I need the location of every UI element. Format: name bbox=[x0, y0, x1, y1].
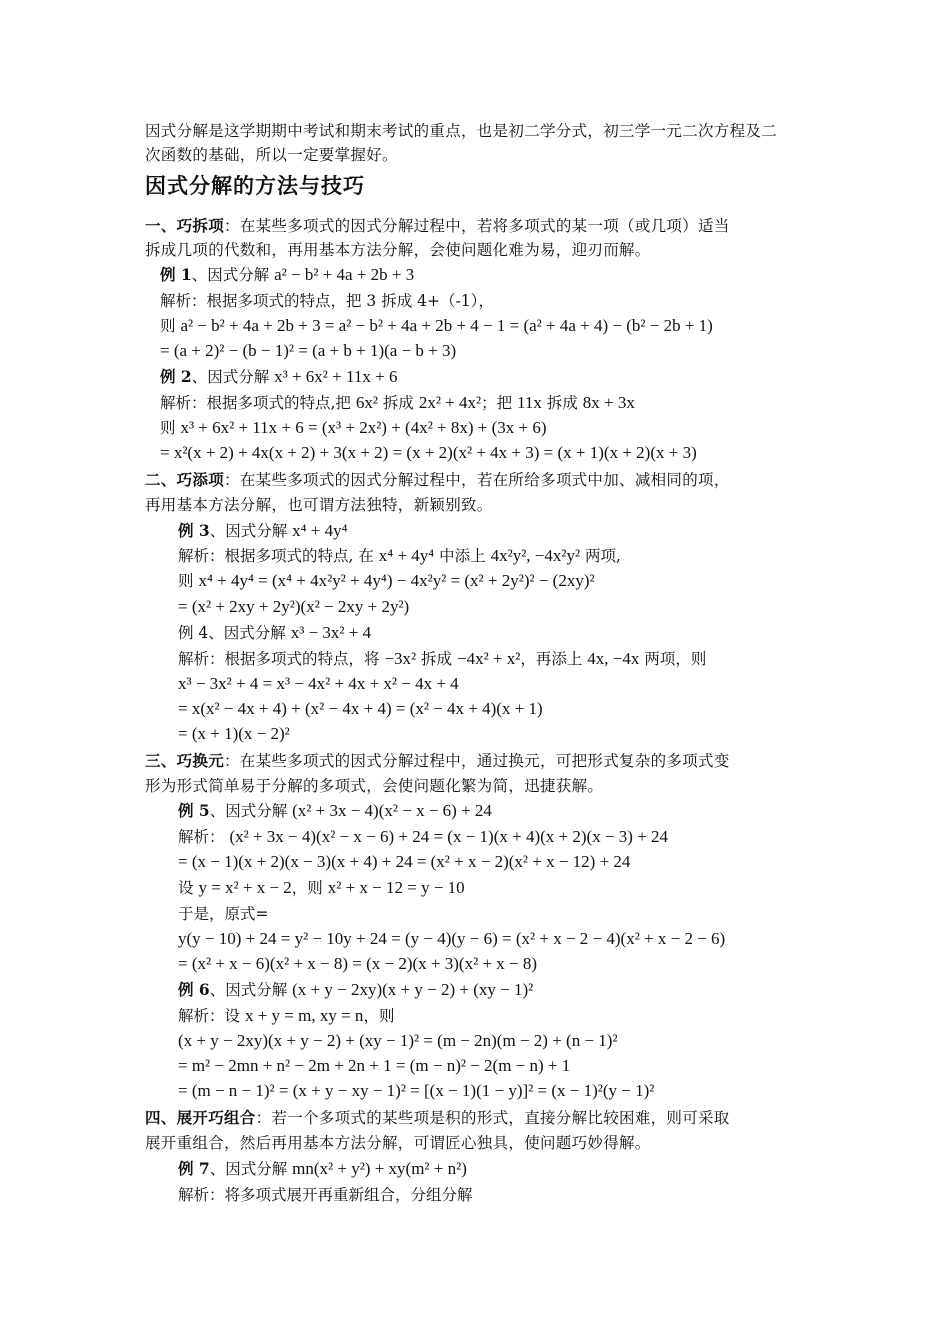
label-bold: 一、巧拆项 bbox=[145, 217, 225, 235]
math-expression: x⁴ + 4y⁴ bbox=[292, 521, 348, 540]
math-expression: x² + x − 12 = y − 10 bbox=[327, 878, 465, 897]
text-line bbox=[178, 673, 459, 695]
text-span: 中添上 bbox=[434, 547, 491, 565]
math-expression: y = x² + x − 2 bbox=[198, 878, 292, 897]
math-expression: x + y = m, xy = n bbox=[244, 1006, 364, 1025]
text-span: ，则 bbox=[291, 879, 328, 897]
label-bold: 四、展开巧组合 bbox=[145, 1109, 256, 1127]
text-line bbox=[178, 545, 621, 567]
math-expression: a² − b² + 4a + 2b + 3 = a² − b² + 4a + 2b + 4 − 1 = (a² + 4a + 4) − (b² − 2b + 1) bbox=[180, 316, 713, 335]
text-line bbox=[160, 315, 713, 337]
math-expression: (x + y − 2xy)(x + y − 2) + (xy − 1)² = (m − 2n)(m − 2) + (n − 1)² bbox=[178, 1031, 618, 1050]
text-span: 两项, bbox=[580, 547, 621, 565]
text-line bbox=[160, 264, 414, 286]
text-span: ，则 bbox=[363, 1007, 395, 1025]
text-line bbox=[178, 596, 409, 618]
text-line bbox=[178, 520, 348, 542]
text-span: 两项，则 bbox=[639, 650, 707, 668]
math-expression: −3x² bbox=[384, 649, 417, 668]
text-span: ：在某些多项式的因式分解过程中，通过换元，可把形式复杂的多项式变 bbox=[224, 752, 730, 770]
text-span: 、因式分解 bbox=[209, 802, 293, 820]
math-expression: = (x − 1)(x + 2)(x − 3)(x + 4) + 24 = (x² + x − 2)(x² + x − 12) + 24 bbox=[178, 852, 631, 871]
text-line bbox=[178, 800, 492, 822]
math-expression: = (m − n − 1)² = (x + y − xy − 1)² = [(x − 1)(1 − y)]² = (x − 1)²(y − 1)² bbox=[178, 1081, 655, 1100]
text-line bbox=[178, 953, 537, 975]
math-expression: 2x² + 4x² bbox=[418, 393, 482, 412]
math-expression: (x² + 3x − 4)(x² − x − 6) + 24 bbox=[292, 801, 492, 820]
math-expression: = (x + 1)(x − 2)² bbox=[178, 724, 290, 743]
math-expression: x³ + 6x² + 11x + 6 = (x³ + 2x²) + (4x² + 8x) + (3x + 6) bbox=[180, 418, 547, 437]
document-title: 因式分解的方法与技巧 bbox=[145, 174, 365, 198]
text-line bbox=[178, 698, 543, 720]
text-line bbox=[178, 928, 725, 950]
text-line bbox=[145, 775, 603, 797]
text-line bbox=[145, 1132, 651, 1154]
text-span: 则 bbox=[160, 317, 181, 335]
text-span: ：在某些多项式的因式分解过程中，若将多项式的某一项（或几项）适当 bbox=[224, 217, 730, 235]
text-line bbox=[160, 340, 456, 362]
text-span: 展开重组合，然后再用基本方法分解，可谓匠心独具，使问题巧妙得解。 bbox=[145, 1134, 651, 1152]
text-span: 解析：将多项式展开再重新组合，分组分解 bbox=[178, 1186, 473, 1204]
label-bold: 例 3 bbox=[178, 521, 210, 540]
math-expression: 11x bbox=[517, 393, 542, 412]
math-expression: (x² + 3x − 4)(x² − x − 6) + 24 = (x − 1)(x + 4)(x + 2)(x − 3) + 24 bbox=[229, 827, 669, 846]
text-line bbox=[178, 1080, 654, 1102]
text-span: 则 bbox=[178, 572, 199, 590]
text-span: 解析：根据多项式的特点，把 3 拆成 4+（-1）， bbox=[160, 292, 494, 310]
text-line bbox=[160, 366, 397, 388]
text-span: 则 bbox=[160, 419, 181, 437]
math-expression: x⁴ + 4y⁴ = (x⁴ + 4x²y² + 4y⁴) − 4x²y² = (x² + 2y²)² − (2xy)² bbox=[198, 571, 595, 590]
math-expression: 4x²y², −4x²y² bbox=[490, 546, 581, 565]
label-bold: 例 2 bbox=[160, 367, 192, 386]
math-expression: = (x² + 2xy + 2y²)(x² − 2xy + 2y²) bbox=[178, 597, 410, 616]
text-line bbox=[178, 648, 706, 670]
text-line bbox=[178, 1158, 467, 1180]
text-span: 再用基本方法分解，也可谓方法独特，新颖别致。 bbox=[145, 496, 493, 514]
text-span: 、因式分解 bbox=[191, 266, 275, 284]
math-expression: a² − b² + 4a + 2b + 3 bbox=[274, 265, 415, 284]
math-expression: = (a + 2)² − (b − 1)² = (a + b + 1)(a − b + 3) bbox=[160, 341, 457, 360]
label-bold: 例 5 bbox=[178, 801, 210, 820]
text-span: ；把 bbox=[481, 394, 518, 412]
text-span: 形为形式简单易于分解的多项式，会使问题化繁为简，迅捷获解。 bbox=[145, 777, 604, 795]
text-span: 拆成 bbox=[416, 650, 457, 668]
text-line bbox=[178, 903, 269, 925]
text-line bbox=[160, 392, 635, 414]
math-expression: 8x + 3x bbox=[582, 393, 635, 412]
math-expression: 6x² bbox=[355, 393, 378, 412]
text-span: 拆成几项的代数和，再用基本方法分解，会使问题化难为易，迎刃而解。 bbox=[145, 241, 651, 259]
text-line bbox=[178, 1005, 394, 1027]
text-line bbox=[178, 723, 290, 745]
text-span: ，再添上 bbox=[520, 650, 588, 668]
text-span: 解析：设 bbox=[178, 1007, 245, 1025]
text-line bbox=[178, 570, 595, 592]
text-line bbox=[145, 215, 730, 237]
label-bold: 二、巧添项 bbox=[145, 471, 225, 489]
text-span: 、因式分解 bbox=[209, 981, 293, 999]
text-span: 例 4、因式分解 bbox=[178, 624, 291, 642]
text-span: 拆成 bbox=[377, 394, 419, 412]
math-expression: x³ + 6x² + 11x + 6 bbox=[274, 367, 398, 386]
text-span: 、因式分解 bbox=[209, 1160, 293, 1178]
text-line bbox=[178, 851, 630, 873]
text-span: 、因式分解 bbox=[209, 522, 293, 540]
math-expression: x³ − 3x² + 4 = x³ − 4x² + 4x + x² − 4x + 4 bbox=[178, 674, 459, 693]
math-expression: mn(x² + y²) + xy(m² + n²) bbox=[292, 1159, 467, 1178]
math-expression: = x(x² − 4x + 4) + (x² − 4x + 4) = (x² − 4x + 4)(x + 1) bbox=[178, 699, 543, 718]
text-line bbox=[178, 622, 371, 644]
text-line bbox=[160, 290, 494, 312]
text-span: 拆成 bbox=[541, 394, 583, 412]
text-span: 解析：根据多项式的特点,把 bbox=[160, 394, 356, 412]
text-line bbox=[145, 1107, 730, 1129]
text-line bbox=[160, 442, 697, 464]
text-line bbox=[178, 1055, 570, 1077]
text-span: ：若一个多项式的某些项是积的形式，直接分解比较困难，则可采取 bbox=[255, 1109, 730, 1127]
text-span: 解析： bbox=[178, 828, 230, 846]
label-bold: 例 6 bbox=[178, 980, 210, 999]
label-bold: 例 7 bbox=[178, 1159, 210, 1178]
math-expression: = (x² + x − 6)(x² + x − 8) = (x − 2)(x + 3)(x² + x − 8) bbox=[178, 954, 538, 973]
intro-line-1: 因式分解是这学期期中考试和期末考试的重点，也是初二学分式，初三学一元二次方程及二 bbox=[145, 122, 778, 140]
text-span: 设 bbox=[178, 879, 199, 897]
text-span: ：在某些多项式的因式分解过程中，若在所给多项式中加、减相同的项， bbox=[224, 471, 730, 489]
text-line bbox=[160, 417, 547, 439]
math-expression: = m² − 2mn + n² − 2m + 2n + 1 = (m − n)² − 2(m − n) + 1 bbox=[178, 1056, 571, 1075]
math-expression: (x + y − 2xy)(x + y − 2) + (xy − 1)² bbox=[292, 980, 534, 999]
math-expression: = x²(x + 2) + 4x(x + 2) + 3(x + 2) = (x + 2)(x² + 4x + 3) = (x + 1)(x + 2)(x + 3) bbox=[160, 443, 697, 462]
text-line bbox=[178, 877, 465, 899]
math-expression: x³ − 3x² + 4 bbox=[290, 623, 372, 642]
text-line bbox=[145, 494, 493, 516]
label-bold: 三、巧换元 bbox=[145, 752, 225, 770]
math-expression: x⁴ + 4y⁴ bbox=[378, 546, 435, 565]
math-expression: 4x, −4x bbox=[587, 649, 640, 668]
math-expression: y(y − 10) + 24 = y² − 10y + 24 = (y − 4)(y − 6) = (x² + x − 2 − 4)(x² + x − 2 − 6) bbox=[178, 929, 726, 948]
text-line bbox=[145, 750, 730, 772]
text-line bbox=[145, 469, 730, 491]
math-expression: −4x² + x² bbox=[456, 649, 521, 668]
text-line bbox=[178, 979, 533, 1001]
label-bold: 例 1 bbox=[160, 265, 192, 284]
text-line bbox=[178, 1184, 473, 1206]
text-line bbox=[145, 239, 651, 261]
text-span: 解析：根据多项式的特点, 在 bbox=[178, 547, 379, 565]
text-line bbox=[178, 826, 668, 848]
text-span: 、因式分解 bbox=[191, 368, 275, 386]
text-span: 于是，原式= bbox=[178, 905, 269, 923]
text-span: 解析：根据多项式的特点，将 bbox=[178, 650, 385, 668]
text-line bbox=[178, 1030, 618, 1052]
intro-line-2: 次函数的基础，所以一定要掌握好。 bbox=[145, 146, 398, 164]
